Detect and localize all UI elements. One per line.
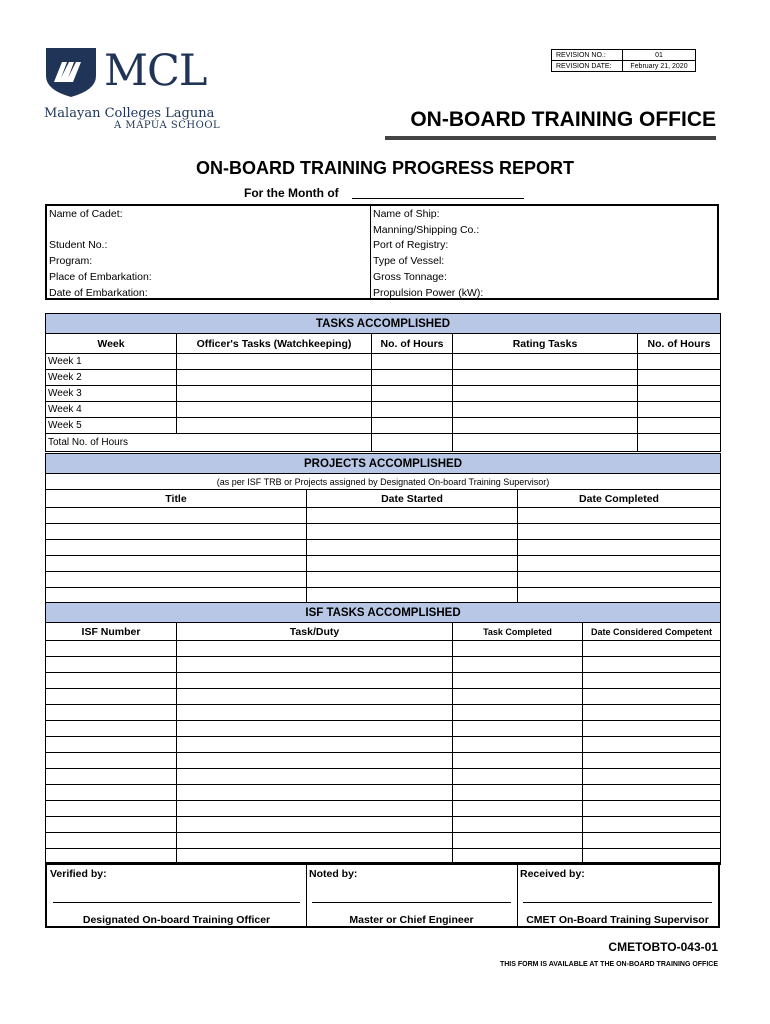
- task-cell[interactable]: [177, 402, 372, 418]
- signature-line: [312, 902, 511, 903]
- isf-cell[interactable]: [453, 689, 583, 705]
- project-cell[interactable]: [307, 524, 518, 540]
- isf-cell[interactable]: [46, 641, 177, 657]
- noted-by-label: Noted by:: [309, 868, 358, 880]
- project-cell[interactable]: [518, 572, 721, 588]
- form-title: ON-BOARD TRAINING PROGRESS REPORT: [195, 158, 575, 178]
- isf-cell[interactable]: [46, 737, 177, 753]
- project-cell[interactable]: [518, 524, 721, 540]
- isf-cell[interactable]: [453, 737, 583, 753]
- isf-cell[interactable]: [453, 705, 583, 721]
- isf-cell[interactable]: [46, 833, 177, 849]
- project-cell[interactable]: [46, 508, 307, 524]
- isf-cell[interactable]: [177, 657, 453, 673]
- col-title: Title: [46, 490, 307, 508]
- project-cell[interactable]: [46, 556, 307, 572]
- revision-no-label: REVISION NO.:: [552, 50, 623, 61]
- task-cell[interactable]: [372, 418, 453, 434]
- isf-cell[interactable]: [583, 817, 721, 833]
- task-cell[interactable]: [453, 370, 638, 386]
- name-of-cadet-field[interactable]: Name of Cadet:: [49, 208, 123, 220]
- isf-cell[interactable]: [46, 785, 177, 801]
- isf-cell[interactable]: [583, 673, 721, 689]
- signature-line: [53, 902, 300, 903]
- port-of-registry-field[interactable]: Port of Registry:: [373, 239, 449, 251]
- revision-date-value: February 21, 2020: [623, 61, 696, 72]
- task-cell[interactable]: [453, 386, 638, 402]
- verified-by-role: Designated On-board Training Officer: [82, 914, 271, 926]
- cadet-info-section: [45, 204, 719, 300]
- isf-cell[interactable]: [583, 705, 721, 721]
- week-row-label: Week 3: [46, 386, 177, 402]
- total-hours-label: Total No. of Hours: [46, 434, 372, 452]
- info-divider: [370, 206, 371, 298]
- revision-box: [551, 49, 696, 72]
- isf-cell[interactable]: [46, 721, 177, 737]
- isf-cell[interactable]: [583, 641, 721, 657]
- total-cell[interactable]: [638, 434, 721, 452]
- revision-no-value: 01: [623, 50, 696, 61]
- isf-cell[interactable]: [177, 753, 453, 769]
- month-label: For the Month of: [244, 186, 339, 200]
- revision-date-label: REVISION DATE:: [552, 61, 623, 72]
- isf-cell[interactable]: [453, 673, 583, 689]
- form-code: CMETOBTO-043-01: [608, 940, 718, 954]
- logo-initials: MCL: [104, 46, 207, 96]
- project-cell[interactable]: [307, 556, 518, 572]
- col-task-duty: Task/Duty: [177, 623, 453, 641]
- isf-cell[interactable]: [177, 801, 453, 817]
- isf-cell[interactable]: [583, 689, 721, 705]
- task-cell[interactable]: [177, 370, 372, 386]
- isf-cell[interactable]: [453, 801, 583, 817]
- task-cell[interactable]: [638, 418, 721, 434]
- project-cell[interactable]: [307, 572, 518, 588]
- col-task-completed: Task Completed: [453, 623, 583, 641]
- isf-cell[interactable]: [177, 673, 453, 689]
- verified-by-label: Verified by:: [50, 868, 107, 880]
- signature-line: [523, 902, 712, 903]
- mcl-shield-logo: [44, 46, 98, 98]
- isf-cell[interactable]: [583, 753, 721, 769]
- isf-cell[interactable]: [46, 705, 177, 721]
- isf-cell[interactable]: [46, 689, 177, 705]
- col-officer-tasks: Officer's Tasks (Watchkeeping): [177, 334, 372, 354]
- office-title: ON-BOARD TRAINING OFFICE: [410, 108, 716, 131]
- task-cell[interactable]: [372, 402, 453, 418]
- col-week: Week: [46, 334, 177, 354]
- project-cell[interactable]: [46, 572, 307, 588]
- tasks-table: [45, 313, 721, 452]
- isf-cell[interactable]: [46, 753, 177, 769]
- place-of-embarkation-field[interactable]: Place of Embarkation:: [49, 271, 152, 283]
- col-date-competent: Date Considered Competent: [583, 623, 721, 641]
- isf-cell[interactable]: [583, 769, 721, 785]
- week-row-label: Week 5: [46, 418, 177, 434]
- col-rating-tasks: Rating Tasks: [453, 334, 638, 354]
- task-cell[interactable]: [453, 354, 638, 370]
- task-cell[interactable]: [638, 370, 721, 386]
- gross-tonnage-field[interactable]: Gross Tonnage:: [373, 271, 447, 283]
- isf-header: ISF TASKS ACCOMPLISHED: [46, 603, 721, 623]
- name-of-ship-field[interactable]: Name of Ship:: [373, 208, 440, 220]
- isf-cell[interactable]: [583, 721, 721, 737]
- projects-subheader: (as per ISF TRB or Projects assigned by Designated On-board Training Supervisor): [46, 474, 721, 490]
- task-cell[interactable]: [638, 354, 721, 370]
- task-cell[interactable]: [372, 370, 453, 386]
- isf-cell[interactable]: [583, 801, 721, 817]
- col-date-started: Date Started: [307, 490, 518, 508]
- date-of-embarkation-field[interactable]: Date of Embarkation:: [49, 287, 148, 299]
- isf-cell[interactable]: [177, 817, 453, 833]
- isf-cell[interactable]: [46, 673, 177, 689]
- isf-cell[interactable]: [453, 657, 583, 673]
- col-rating-hours: No. of Hours: [638, 334, 721, 354]
- received-by-role: CMET On-Board Training Supervisor: [526, 914, 709, 926]
- project-cell[interactable]: [307, 508, 518, 524]
- isf-table: [45, 602, 721, 865]
- logo-school-name: Malayan Colleges Laguna: [44, 106, 215, 121]
- week-row-label: Week 4: [46, 402, 177, 418]
- month-input-line[interactable]: [352, 198, 524, 199]
- col-isf-number: ISF Number: [46, 623, 177, 641]
- week-row-label: Week 2: [46, 370, 177, 386]
- isf-cell[interactable]: [583, 833, 721, 849]
- student-no-field[interactable]: Student No.:: [49, 239, 108, 251]
- isf-cell[interactable]: [177, 737, 453, 753]
- isf-cell[interactable]: [46, 801, 177, 817]
- project-cell[interactable]: [518, 540, 721, 556]
- task-cell[interactable]: [453, 402, 638, 418]
- project-cell[interactable]: [307, 540, 518, 556]
- isf-cell[interactable]: [46, 657, 177, 673]
- isf-cell[interactable]: [453, 785, 583, 801]
- total-cell[interactable]: [453, 434, 638, 452]
- task-cell[interactable]: [177, 418, 372, 434]
- task-cell[interactable]: [372, 386, 453, 402]
- task-cell[interactable]: [372, 354, 453, 370]
- task-cell[interactable]: [177, 354, 372, 370]
- project-cell[interactable]: [518, 508, 721, 524]
- isf-cell[interactable]: [453, 817, 583, 833]
- noted-by-block[interactable]: [306, 864, 518, 926]
- task-cell[interactable]: [638, 402, 721, 418]
- manning-shipping-field[interactable]: Manning/Shipping Co.:: [373, 224, 480, 236]
- project-cell[interactable]: [46, 524, 307, 540]
- task-cell[interactable]: [638, 386, 721, 402]
- projects-table: [45, 453, 721, 604]
- isf-cell[interactable]: [583, 737, 721, 753]
- program-field[interactable]: Program:: [49, 255, 93, 267]
- week-row-label: Week 1: [46, 354, 177, 370]
- noted-by-role: Master or Chief Engineer: [349, 914, 474, 926]
- isf-cell[interactable]: [177, 833, 453, 849]
- isf-cell[interactable]: [177, 721, 453, 737]
- isf-cell[interactable]: [453, 833, 583, 849]
- isf-cell[interactable]: [177, 641, 453, 657]
- isf-cell[interactable]: [177, 689, 453, 705]
- project-cell[interactable]: [518, 556, 721, 572]
- task-cell[interactable]: [453, 418, 638, 434]
- received-by-block[interactable]: [517, 864, 718, 926]
- projects-header: PROJECTS ACCOMPLISHED: [46, 454, 721, 474]
- received-by-label: Received by:: [520, 868, 585, 880]
- col-officer-hours: No. of Hours: [372, 334, 453, 354]
- availability-note: THIS FORM IS AVAILABLE AT THE ON-BOARD TRAINING OFFICE: [499, 961, 718, 968]
- project-cell[interactable]: [46, 540, 307, 556]
- task-cell[interactable]: [177, 386, 372, 402]
- verified-by-block[interactable]: [47, 864, 307, 926]
- tasks-header: TASKS ACCOMPLISHED: [46, 314, 721, 334]
- type-of-vessel-field[interactable]: Type of Vessel:: [373, 255, 445, 267]
- isf-cell[interactable]: [453, 753, 583, 769]
- isf-cell[interactable]: [583, 657, 721, 673]
- isf-cell[interactable]: [453, 721, 583, 737]
- logo-tagline: A MAPÚA SCHOOL: [114, 120, 221, 131]
- isf-cell[interactable]: [177, 785, 453, 801]
- isf-cell[interactable]: [583, 785, 721, 801]
- isf-cell[interactable]: [46, 817, 177, 833]
- isf-cell[interactable]: [453, 641, 583, 657]
- office-title-rule: [385, 136, 716, 140]
- col-date-completed: Date Completed: [518, 490, 721, 508]
- propulsion-power-field[interactable]: Propulsion Power (kW):: [373, 287, 484, 299]
- isf-cell[interactable]: [177, 705, 453, 721]
- isf-cell[interactable]: [46, 769, 177, 785]
- signature-section: [45, 862, 720, 928]
- total-cell[interactable]: [372, 434, 453, 452]
- isf-cell[interactable]: [453, 769, 583, 785]
- isf-cell[interactable]: [177, 769, 453, 785]
